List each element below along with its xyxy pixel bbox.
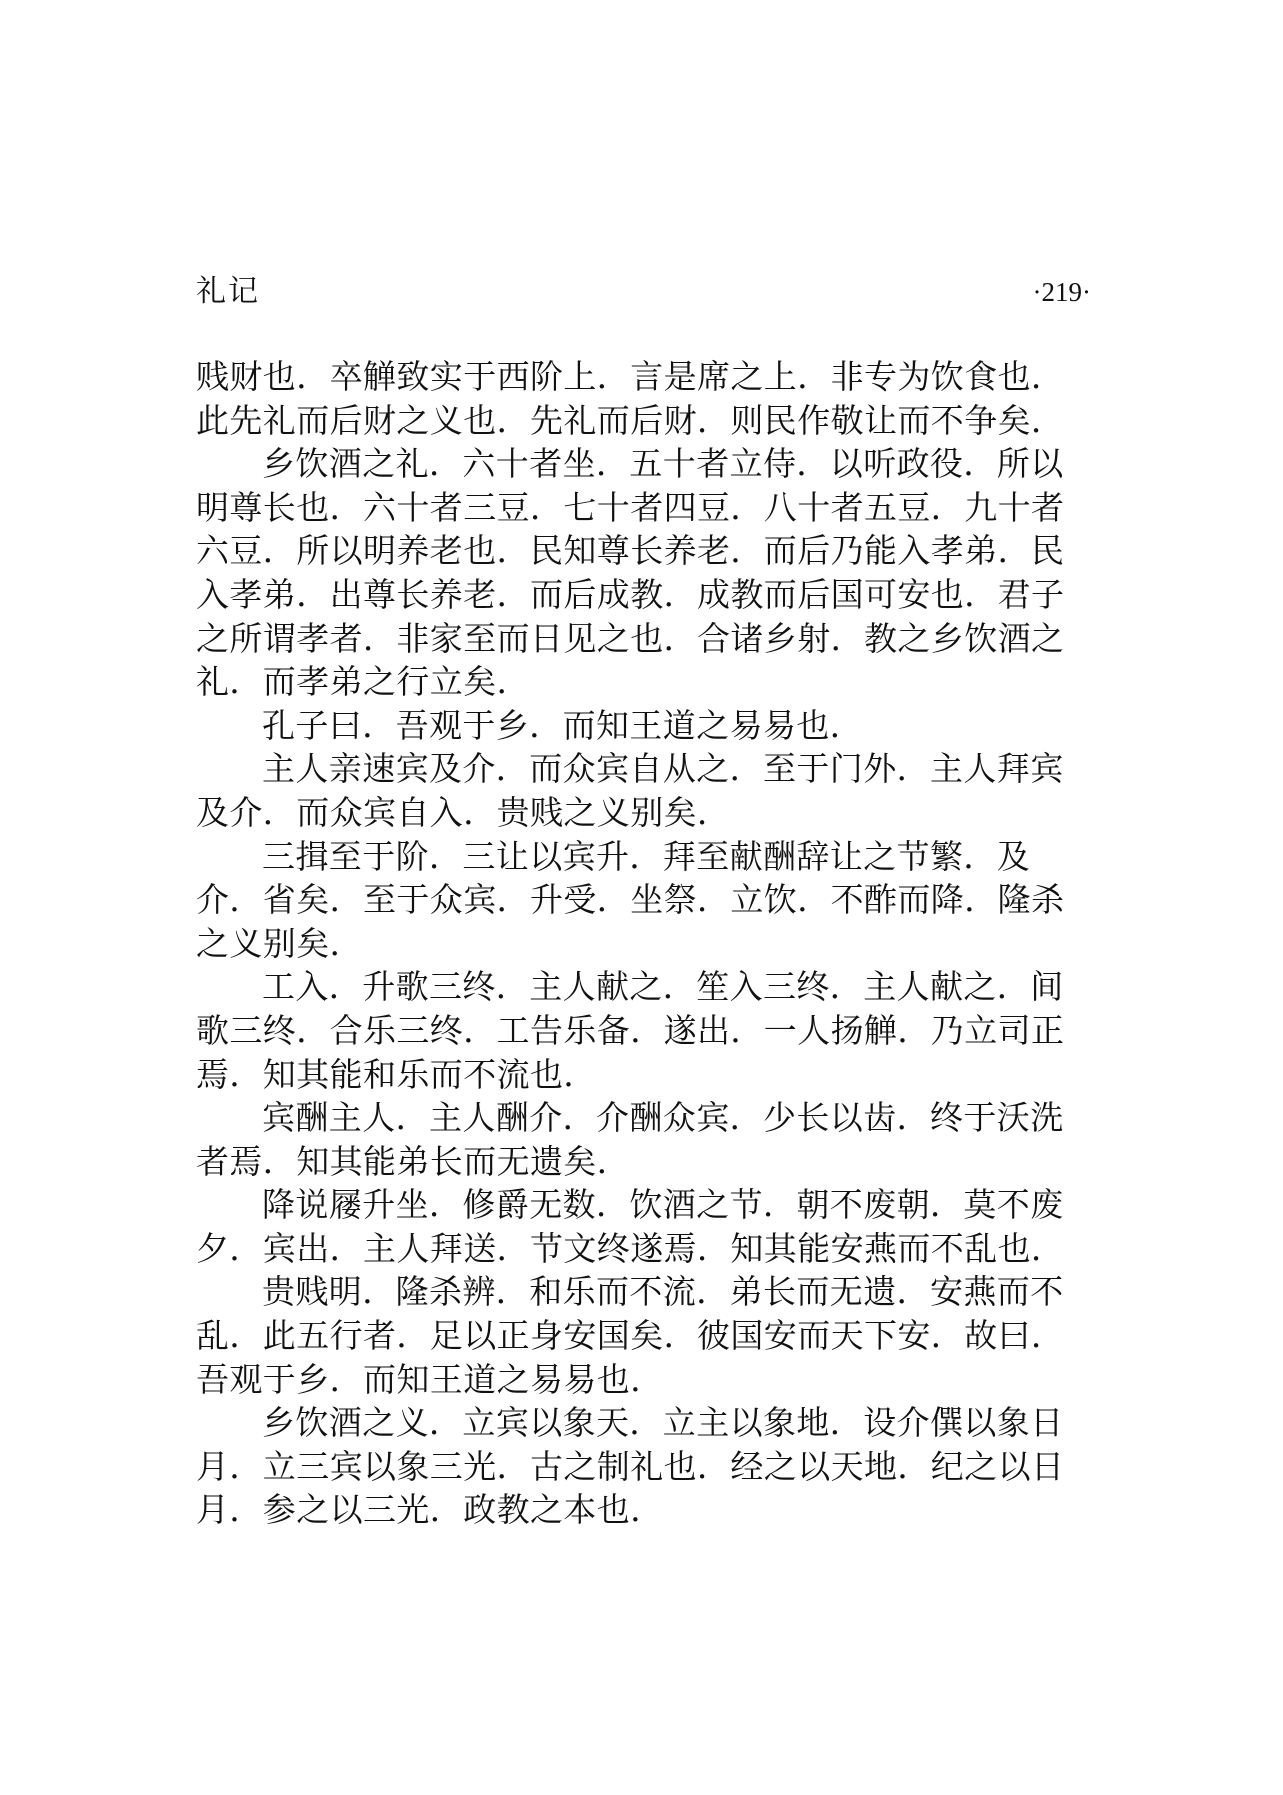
paragraph: 乡饮酒之礼．六十者坐．五十者立侍．以听政役．所以明尊长也．六十者三豆．七十者四豆．八十者五豆．九十者六豆．所以明养老也．民知尊长养老．而后乃能入孝弟．民入孝弟．出尊长养老．而后成教．成教而后国可安也．君子之所谓孝者．非家至而日见之也．合诸乡射．教之乡饮酒之礼．而孝弟之行立矣． bbox=[196, 444, 1065, 702]
paragraph: 降说屦升坐．修爵无数．饮酒之节．朝不废朝．莫不废夕．宾出．主人拜送．节文终遂焉．知其能安燕而不乱也． bbox=[196, 1185, 1065, 1268]
running-header bbox=[196, 272, 1091, 312]
paragraph: 宾酬主人．主人酬介．介酬众宾．少长以齿．终于沃洗者焉．知其能弟长而无遗矣． bbox=[196, 1098, 1064, 1181]
paragraph-continued: 贱财也．卒觯致实于西阶上．言是席之上．非专为饮食也．此先礼而后财之义也．先礼而后财．则民作敬让而不争矣． bbox=[196, 357, 1065, 440]
book-title: 礼记 bbox=[196, 274, 260, 309]
paragraph: 孔子曰．吾观于乡．而知王道之易易也． bbox=[262, 705, 864, 745]
body-text bbox=[196, 355, 1096, 1532]
paragraph: 主人亲速宾及介．而众宾自从之．至于门外．主人拜宾及介．而众宾自入．贵贱之义别矣． bbox=[196, 749, 1064, 832]
paragraph: 工入．升歌三终．主人献之．笙入三终．主人献之．间歌三终．合乐三终．工告乐备．遂出．一人扬觯．乃立司正焉．知其能和乐而不流也． bbox=[196, 967, 1065, 1094]
paragraph: 乡饮酒之义．立宾以象天．立主以象地．设介僎以象日月．立三宾以象三光．古之制礼也．经之以天地．纪之以日月．参之以三光．政教之本也． bbox=[196, 1403, 1065, 1530]
paragraph: 贵贱明．隆杀辨．和乐而不流．弟长而无遗．安燕而不乱．此五行者．足以正身安国矣．彼国安而天下安．故曰．吾观于乡．而知王道之易易也． bbox=[196, 1272, 1065, 1399]
paragraph: 三揖至于阶．三让以宾升．拜至献酬辞让之节繁．及介．省矣．至于众宾．升受．坐祭．立饮．不酢而降．隆杀之义别矣． bbox=[196, 836, 1065, 963]
page-number: ·219· bbox=[1032, 277, 1091, 307]
